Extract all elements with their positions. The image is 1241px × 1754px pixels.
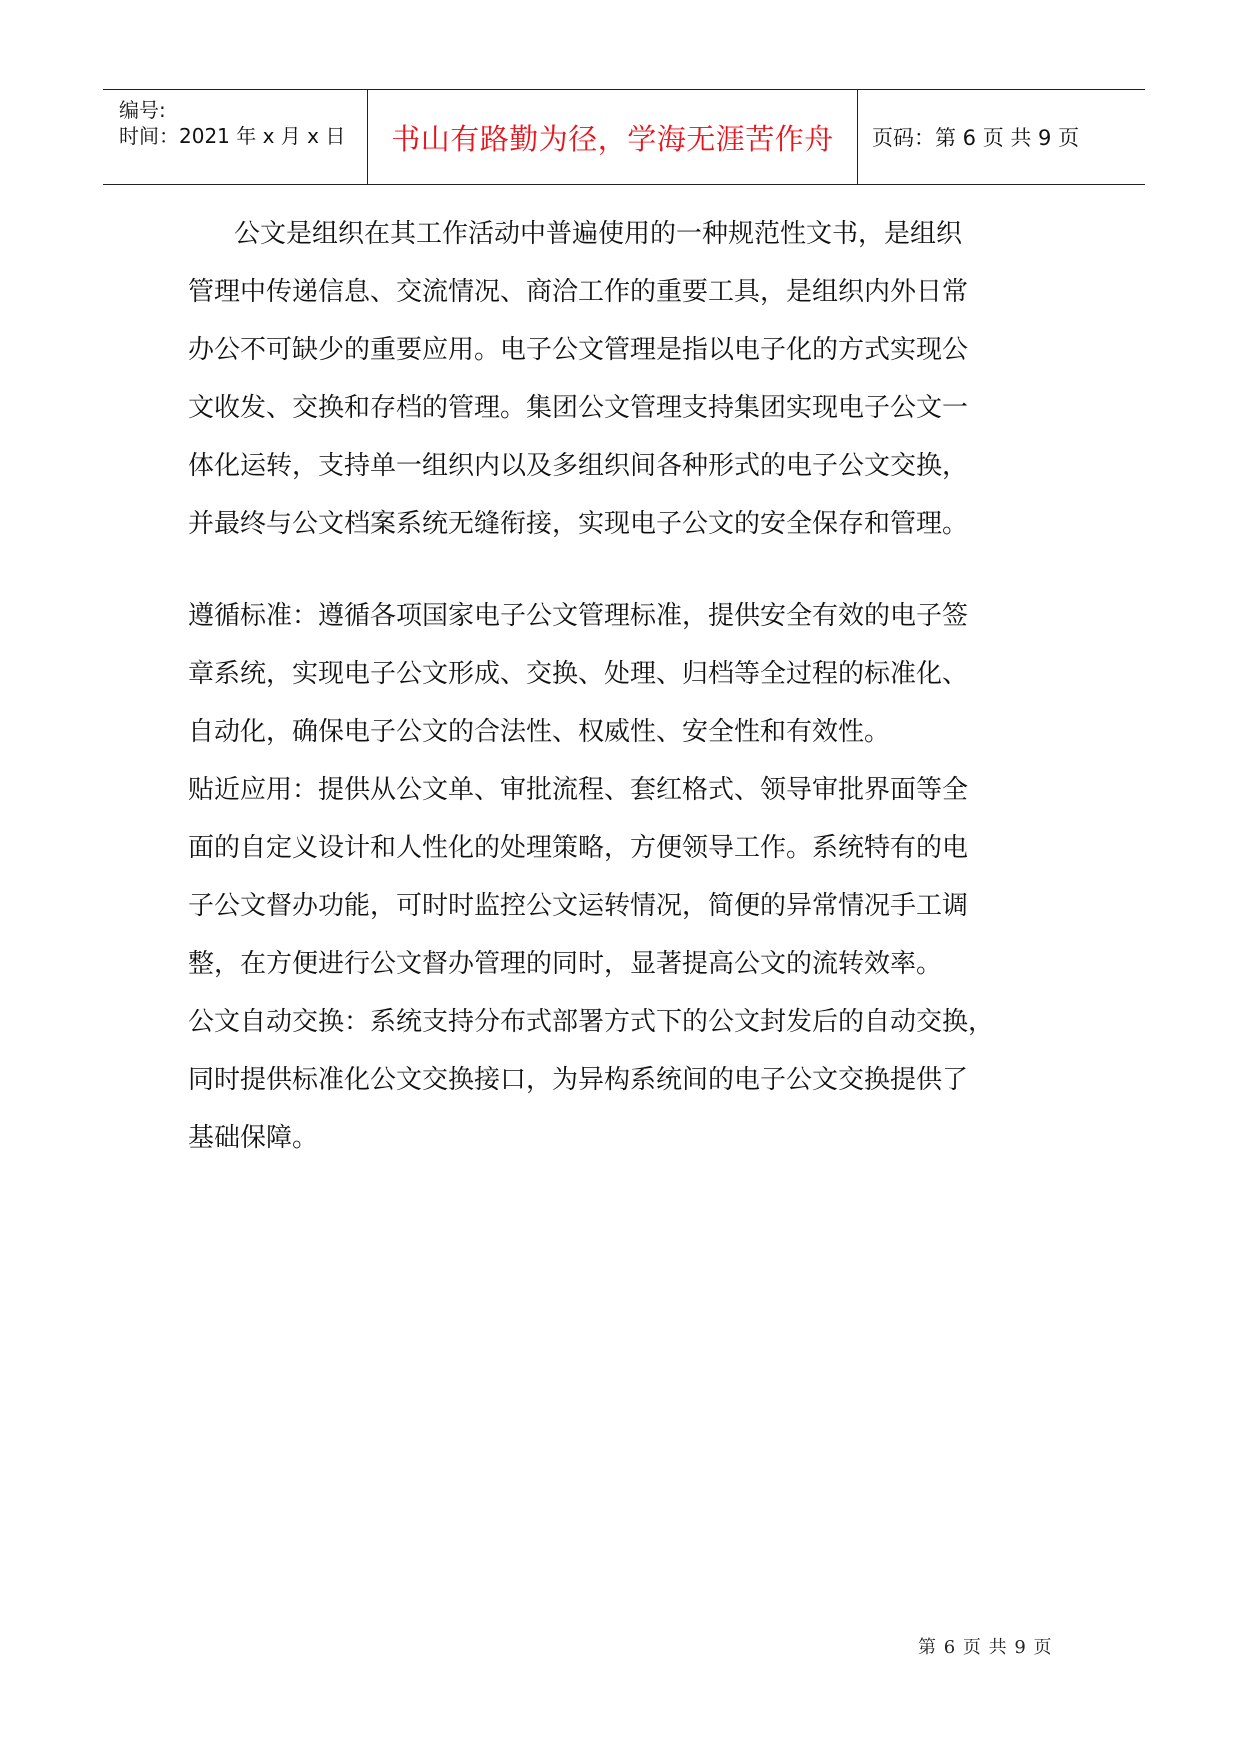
body-line: 整，在方便进行公文督办管理的同时，显著提高公文的流转效率。	[188, 949, 943, 979]
body-line: 自动化，确保电子公文的合法性、权威性、安全性和有效性。	[188, 717, 891, 747]
body-line: 并最终与公文档案系统无缝衔接，实现电子公文的安全保存和管理。	[188, 509, 969, 539]
body-line: 公文自动交换：系统支持分布式部署方式下的公文封发后的自动交换，	[188, 1007, 995, 1037]
page-footer: 第 6 页 共 9 页	[918, 1637, 1053, 1658]
body-line: 文收发、交换和存档的管理。集团公文管理支持集团实现电子公文一	[188, 393, 969, 423]
body-line: 同时提供标准化公文交换接口，为异构系统间的电子公文交换提供了	[188, 1065, 969, 1095]
header-info-cell	[103, 90, 368, 184]
header-page-code: 页码：第 6 页 共 9 页	[872, 126, 1080, 150]
body-line: 子公文督办功能，可时时监控公文运转情况，简便的异常情况手工调	[188, 891, 969, 921]
page-header	[103, 89, 1145, 185]
body-line: 基础保障。	[188, 1123, 319, 1153]
body-line: 章系统，实现电子公文形成、交换、处理、归档等全过程的标准化、	[188, 659, 969, 689]
body-line: 贴近应用：提供从公文单、审批流程、套红格式、领导审批界面等全	[188, 775, 969, 805]
body-line: 遵循标准：遵循各项国家电子公文管理标准，提供安全有效的电子签	[188, 601, 969, 631]
body-line: 管理中传递信息、交流情况、商洽工作的重要工具，是组织内外日常	[188, 277, 969, 307]
header-motto: 书山有路勤为径，学海无涯苦作舟	[391, 121, 834, 156]
document-time-label: 时间：2021 年 x 月 x 日	[119, 124, 346, 148]
body-line: 公文是组织在其工作活动中普遍使用的一种规范性文书，是组织	[234, 219, 963, 249]
body-line: 体化运转，支持单一组织内以及多组织间各种形式的电子公文交换，	[188, 451, 969, 481]
header-motto-cell	[368, 90, 858, 184]
header-page-cell	[858, 90, 1145, 184]
body-line: 办公不可缺少的重要应用。电子公文管理是指以电子化的方式实现公	[188, 335, 969, 365]
document-number-label: 编号:	[119, 98, 166, 122]
body-line: 面的自定义设计和人性化的处理策略，方便领导工作。系统特有的电	[188, 833, 969, 863]
